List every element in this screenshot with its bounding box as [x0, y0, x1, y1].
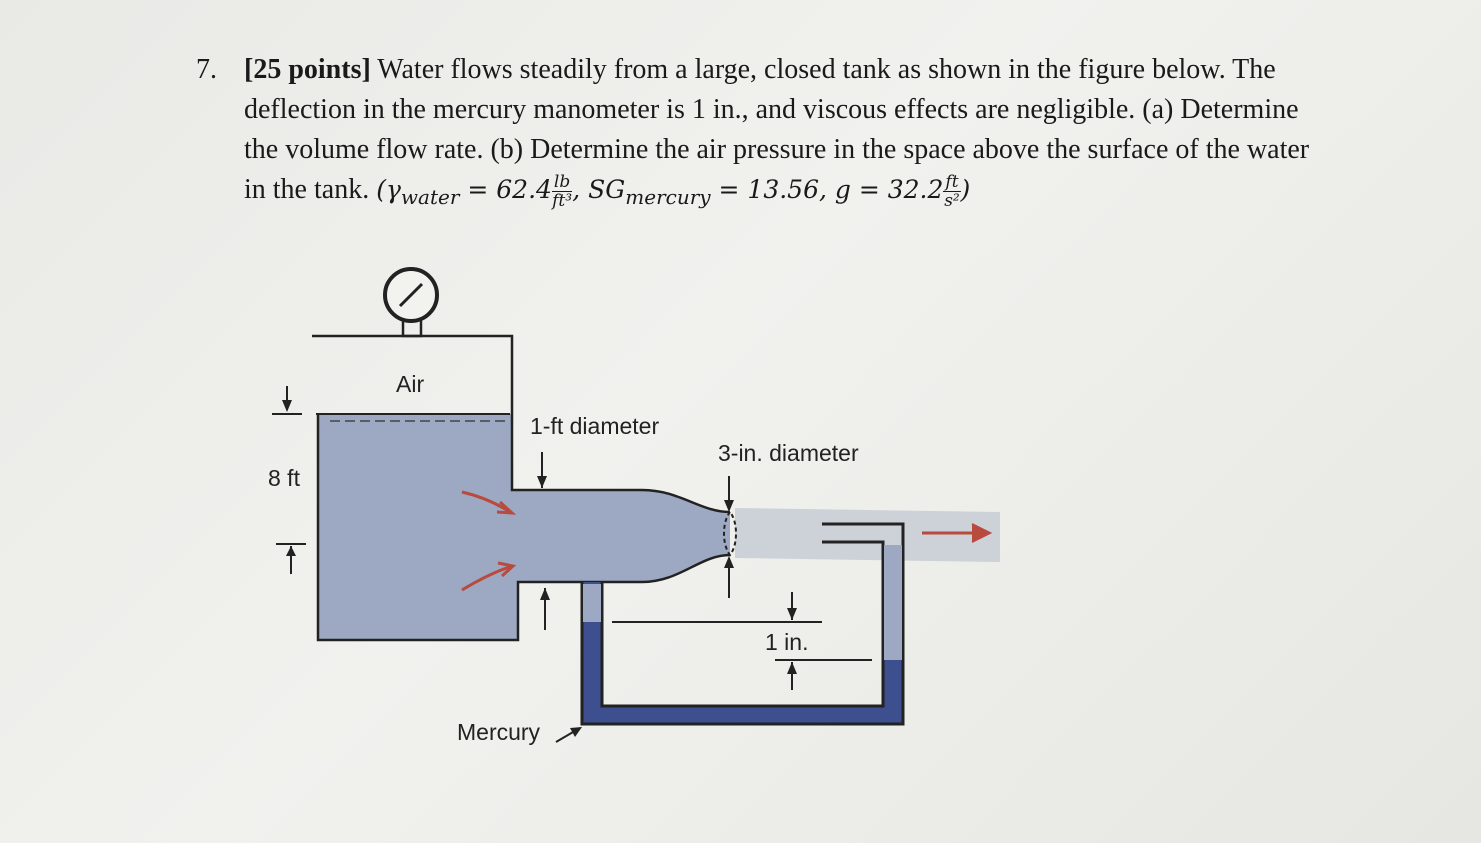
air-label: Air [396, 371, 425, 397]
sg-symbol: SG [588, 175, 626, 204]
depth-label: 8 ft [268, 465, 300, 491]
sg-subscript: mercury [625, 185, 711, 209]
deflection-label: 1 in. [765, 629, 809, 655]
gamma-subscript: water [400, 185, 460, 209]
water-jet [735, 508, 1000, 562]
gamma-unit: $\frac{lb}{\text{ft³}}$ [552, 172, 573, 211]
gamma-symbol: γ [385, 175, 401, 204]
problem-points: [25 points] [244, 54, 371, 85]
nozzle-diameter-label: 3-in. diameter [718, 440, 859, 466]
problem-number: 7. [196, 54, 217, 85]
tank-water [318, 414, 730, 640]
mercury-label: Mercury [457, 719, 541, 745]
g-unit: $\frac{ft}{\text{s²}}$ [944, 172, 960, 211]
sg-g-values: = 13.56, g = 32.2 [718, 175, 944, 204]
given-values: ($\gamma_{water} = 62.4$ $\frac{lb}{\text{ft³}}$ , $SG_{mercury} = 13.56$, g = 32.2 $\frac{ft}{\text{s²}}$ ) [376, 172, 971, 211]
problem-text: Water flows steadily from a large, closed tank as shown in the figure below. The deflection in the mercury manometer is 1 in., and viscous effects are negligible. (a) Determine the volume flow rate. (b) Determine the air pressure in the space above the surface of the water in the tank. [244, 54, 1310, 205]
pressure-gauge-icon [385, 269, 437, 336]
gamma-value: = 62.4 [467, 175, 552, 204]
pipe-diameter-label: 1-ft diameter [530, 413, 660, 439]
